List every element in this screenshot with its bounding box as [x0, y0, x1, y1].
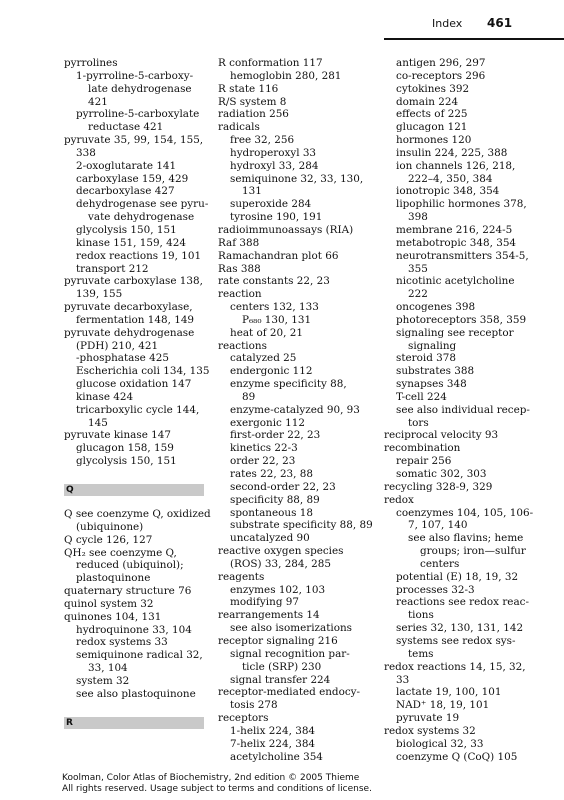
page-number: 461: [487, 16, 513, 30]
index-entry: pyrrolines: [64, 57, 118, 69]
index-entry: coenzyme Q (CoQ) 105: [396, 750, 518, 763]
index-entry: lipophilic hormones 378,: [396, 198, 527, 211]
index-entry: oncogenes 398: [396, 301, 476, 314]
section-heading-r: [64, 717, 204, 729]
index-entry: order 22, 23: [230, 455, 296, 468]
index-entry: tions: [408, 609, 434, 622]
page-header: [0, 0, 564, 40]
index-entry: 131: [242, 185, 262, 198]
index-entry: tems: [408, 647, 434, 660]
index-entries-r-continued: [384, 57, 532, 763]
running-head-title: Index: [432, 17, 463, 30]
index-entry: glucagon 158, 159: [76, 442, 174, 455]
index-entry: hydroquinone 33, 104: [76, 623, 192, 636]
index-entry: kinase 424: [76, 390, 134, 403]
index-entry: reactions see redox reac-: [396, 596, 529, 609]
section-heading-q: [64, 484, 204, 496]
index-entry: 338: [76, 146, 96, 159]
index-entry: system 32: [76, 674, 130, 687]
index-entry: superoxide 284: [230, 198, 312, 211]
index-column-2: [218, 57, 373, 763]
index-entry: carboxylase 159, 429: [76, 172, 189, 185]
index-entry: neurotransmitters 354-5,: [396, 249, 529, 262]
index-entry: hormones 120: [396, 134, 472, 147]
index-entry: series 32, 130, 131, 142: [396, 622, 524, 635]
index-entry: 398: [408, 211, 428, 224]
index-entry: second-order 22, 23: [230, 480, 336, 493]
index-entry: receptors: [218, 712, 269, 725]
index-entry: late dehydrogenase: [88, 82, 192, 95]
index-entry: kinase 151, 159, 424: [76, 236, 186, 249]
index-entry: redox: [384, 493, 414, 506]
index-entry: synapses 348: [396, 378, 467, 391]
index-entry: 1-helix 224, 384: [230, 724, 316, 737]
index-entry: spontaneous 18: [230, 506, 313, 519]
index-entry: systems see redox sys-: [396, 634, 516, 647]
index-entry: tors: [408, 416, 429, 429]
index-entry: tosis 278: [230, 699, 278, 712]
index-entry: R/S system 8: [218, 95, 287, 108]
index-entry: reactive oxygen species: [218, 545, 344, 558]
index-entry: radioimmunoassays (RIA): [218, 223, 354, 236]
index-entry: tyrosine 190, 191: [230, 211, 323, 224]
index-entry: metabotropic 348, 354: [396, 236, 517, 249]
index-column-3: [384, 57, 532, 763]
index-entry: quinones 104, 131: [64, 610, 162, 623]
index-entry: pyruvate kinase 147: [64, 429, 171, 442]
index-entry: 1-pyrroline-5-carboxy-: [76, 69, 194, 82]
index-entry: reaction: [218, 288, 262, 301]
index-entry: potential (E) 18, 19, 32: [396, 570, 519, 583]
header-rule: [384, 38, 564, 40]
index-entry: rates 22, 23, 88: [230, 468, 313, 480]
index-entry: exergonic 112: [230, 416, 306, 429]
index-entry: Q cycle 126, 127: [64, 533, 153, 546]
index-entry: Q see coenzyme Q, oxidized: [64, 508, 211, 520]
index-entry: glycolysis 150, 151: [76, 223, 177, 236]
index-entry: 421: [88, 95, 108, 108]
index-entry: fermentation 148, 149: [76, 313, 195, 326]
index-entry: R state 116: [218, 82, 279, 95]
index-entry: 145: [88, 416, 108, 429]
index-entry: signal recognition par-: [230, 647, 350, 660]
index-entry: rate constants 22, 23: [218, 275, 330, 288]
index-entry: enzymes 102, 103: [230, 583, 326, 596]
index-entry: substrate specificity 88, 89: [230, 519, 373, 532]
index-entry: 2-oxoglutarate 141: [76, 159, 177, 172]
index-entry: uncatalyzed 90: [230, 532, 310, 545]
index-entry: 222: [408, 288, 428, 301]
index-entry: semiquinone radical 32,: [76, 649, 203, 662]
index-entry: groups; iron—sulfur: [420, 545, 526, 558]
index-entry: modifying 97: [230, 596, 299, 609]
index-entry: 222–4, 350, 384: [408, 172, 493, 185]
index-entry: receptor signaling 216: [218, 634, 338, 647]
index-entry: ticle (SRP) 230: [242, 660, 322, 673]
index-entry: radicals: [218, 121, 260, 134]
index-entry: see also individual recep-: [396, 403, 530, 416]
index-entry: co-receptors 296: [396, 69, 486, 82]
index-entry: tricarboxylic cycle 144,: [76, 403, 200, 416]
index-entries-r: [218, 57, 373, 763]
index-entry: steroid 378: [396, 352, 456, 365]
index-entry: recombination: [384, 442, 461, 455]
index-entry: reagents: [218, 570, 265, 583]
footer-line-1: Koolman, Color Atlas of Biochemistry, 2nd edition © 2005 Thieme: [62, 773, 360, 783]
index-entry: reductase 421: [88, 121, 164, 134]
index-entry: decarboxylase 427: [76, 185, 175, 198]
index-entry: repair 256: [396, 455, 452, 468]
index-entry: 355: [408, 262, 428, 275]
index-entry: pyrroline-5-carboxylate: [76, 108, 200, 121]
index-entry: free 32, 256: [230, 134, 295, 147]
index-entry: recycling 328-9, 329: [384, 480, 493, 493]
index-entry: Ramachandran plot 66: [218, 249, 339, 262]
index-entry: catalyzed 25: [230, 352, 297, 365]
index-entry: hemoglobin 280, 281: [230, 69, 342, 82]
index-entry: NAD⁺ 18, 19, 101: [396, 699, 490, 712]
index-entry: reduced (ubiquinol);: [76, 559, 184, 572]
index-entry: see also isomerizations: [230, 622, 352, 635]
index-entry: cytokines 392: [396, 82, 470, 95]
index-entry: redox reactions 19, 101: [76, 249, 202, 262]
index-entry: (PDH) 210, 421: [76, 339, 159, 352]
index-entry: pyruvate carboxylase 138,: [64, 275, 203, 288]
index-entry: lactate 19, 100, 101: [396, 686, 502, 699]
index-entry: coenzymes 104, 105, 106-: [396, 506, 534, 519]
index-entry: 139, 155: [76, 288, 123, 301]
index-entry: centers: [420, 557, 460, 570]
index-entry: rearrangements 14: [218, 609, 320, 622]
index-entry: see also plastoquinone: [76, 687, 196, 700]
index-entry: transport 212: [76, 262, 149, 275]
index-entry: semiquinone 32, 33, 130,: [230, 172, 364, 185]
index-entry: reciprocal velocity 93: [384, 429, 499, 442]
index-entry: substrates 388: [396, 365, 475, 378]
footer-line-2: All rights reserved. Usage subject to terms and conditions of license.: [62, 784, 372, 794]
index-entry: radiation 256: [218, 108, 289, 121]
index-entry: QH₂ see coenzyme Q,: [64, 546, 177, 559]
index-entries-q: [64, 508, 211, 701]
index-entry: redox systems 32: [384, 724, 476, 737]
index-entry: heat of 20, 21: [230, 326, 303, 339]
index-entry: Escherichia coli 134, 135: [76, 365, 210, 378]
index-entry: hydroxyl 33, 284: [230, 159, 319, 172]
index-entry: glucagon 121: [396, 121, 468, 134]
index-entry: ionotropic 348, 354: [396, 185, 500, 198]
index-entry: specificity 88, 89: [230, 493, 320, 506]
index-entries-p: [64, 57, 210, 468]
index-entry: pyruvate 35, 99, 154, 155,: [64, 134, 204, 147]
index-entry: signaling: [408, 339, 457, 352]
index-entry: processes 32-3: [396, 583, 475, 596]
index-entry: 33, 104: [88, 662, 128, 675]
index-entry: somatic 302, 303: [396, 468, 487, 480]
index-entry: redox systems 33: [76, 636, 168, 649]
index-entry: kinetics 22-3: [230, 442, 298, 455]
index-entry: redox reactions 14, 15, 32,: [384, 660, 526, 673]
index-entry: insulin 224, 225, 388: [396, 146, 508, 159]
index-entry: pyruvate 19: [396, 712, 460, 725]
index-entry: T-cell 224: [396, 390, 447, 403]
index-entry: enzyme-catalyzed 90, 93: [230, 403, 360, 416]
section-letter-r: R: [66, 717, 73, 728]
index-entry: -phosphatase 425: [76, 352, 169, 365]
index-entry: R conformation 117: [218, 57, 323, 69]
index-entry: glucose oxidation 147: [76, 378, 192, 391]
section-letter-q: Q: [66, 485, 74, 495]
index-entry: domain 224: [396, 95, 459, 108]
copyright-footer: [62, 773, 372, 795]
index-entry: signaling see receptor: [396, 326, 514, 339]
index-entry: quinol system 32: [64, 597, 154, 610]
index-entry: (ubiquinone): [76, 520, 144, 533]
index-entry: receptor-mediated endocy-: [218, 686, 361, 699]
index-entry: enzyme specificity 88,: [230, 378, 347, 391]
index-column-1: [64, 57, 211, 741]
index-entry: 89: [242, 390, 256, 403]
index-entry: dehydrogenase see pyru-: [76, 198, 209, 211]
index-entry: effects of 225: [396, 108, 468, 121]
index-entry: membrane 216, 224-5: [396, 223, 513, 236]
index-entry: 7-helix 224, 384: [230, 737, 316, 750]
index-entry: acetylcholine 354: [230, 750, 323, 763]
index-entry: reactions: [218, 339, 267, 352]
index-entry: 33: [396, 673, 410, 686]
index-entry: Ras 388: [218, 262, 261, 275]
index-entry: plastoquinone: [76, 572, 151, 585]
index-entry: photoreceptors 358, 359: [396, 313, 527, 326]
index-entry: signal transfer 224: [230, 673, 331, 686]
index-entry: pyruvate dehydrogenase: [64, 326, 195, 339]
index-entry: (ROS) 33, 284, 285: [230, 557, 331, 570]
index-entry: antigen 296, 297: [396, 57, 486, 69]
index-entry: endergonic 112: [230, 365, 313, 378]
index-entry: ion channels 126, 218,: [396, 159, 516, 172]
index-entry: hydroperoxyl 33: [230, 146, 317, 159]
index-entry: first-order 22, 23: [230, 429, 321, 442]
index-entry: 7, 107, 140: [408, 519, 468, 532]
index-entry: nicotinic acetylcholine: [396, 275, 515, 288]
index-entry: centers 132, 133: [230, 301, 319, 314]
index-entry: Raf 388: [218, 236, 260, 249]
index-entry: see also flavins; heme: [408, 532, 524, 545]
index-entry: pyruvate decarboxylase,: [64, 301, 193, 314]
index-entry: glycolysis 150, 151: [76, 455, 177, 468]
index-entry: biological 32, 33: [396, 737, 484, 750]
index-entry: P₆₈₀ 130, 131: [242, 313, 312, 326]
index-entry: quaternary structure 76: [64, 585, 192, 598]
index-entry: vate dehydrogenase: [88, 211, 195, 224]
